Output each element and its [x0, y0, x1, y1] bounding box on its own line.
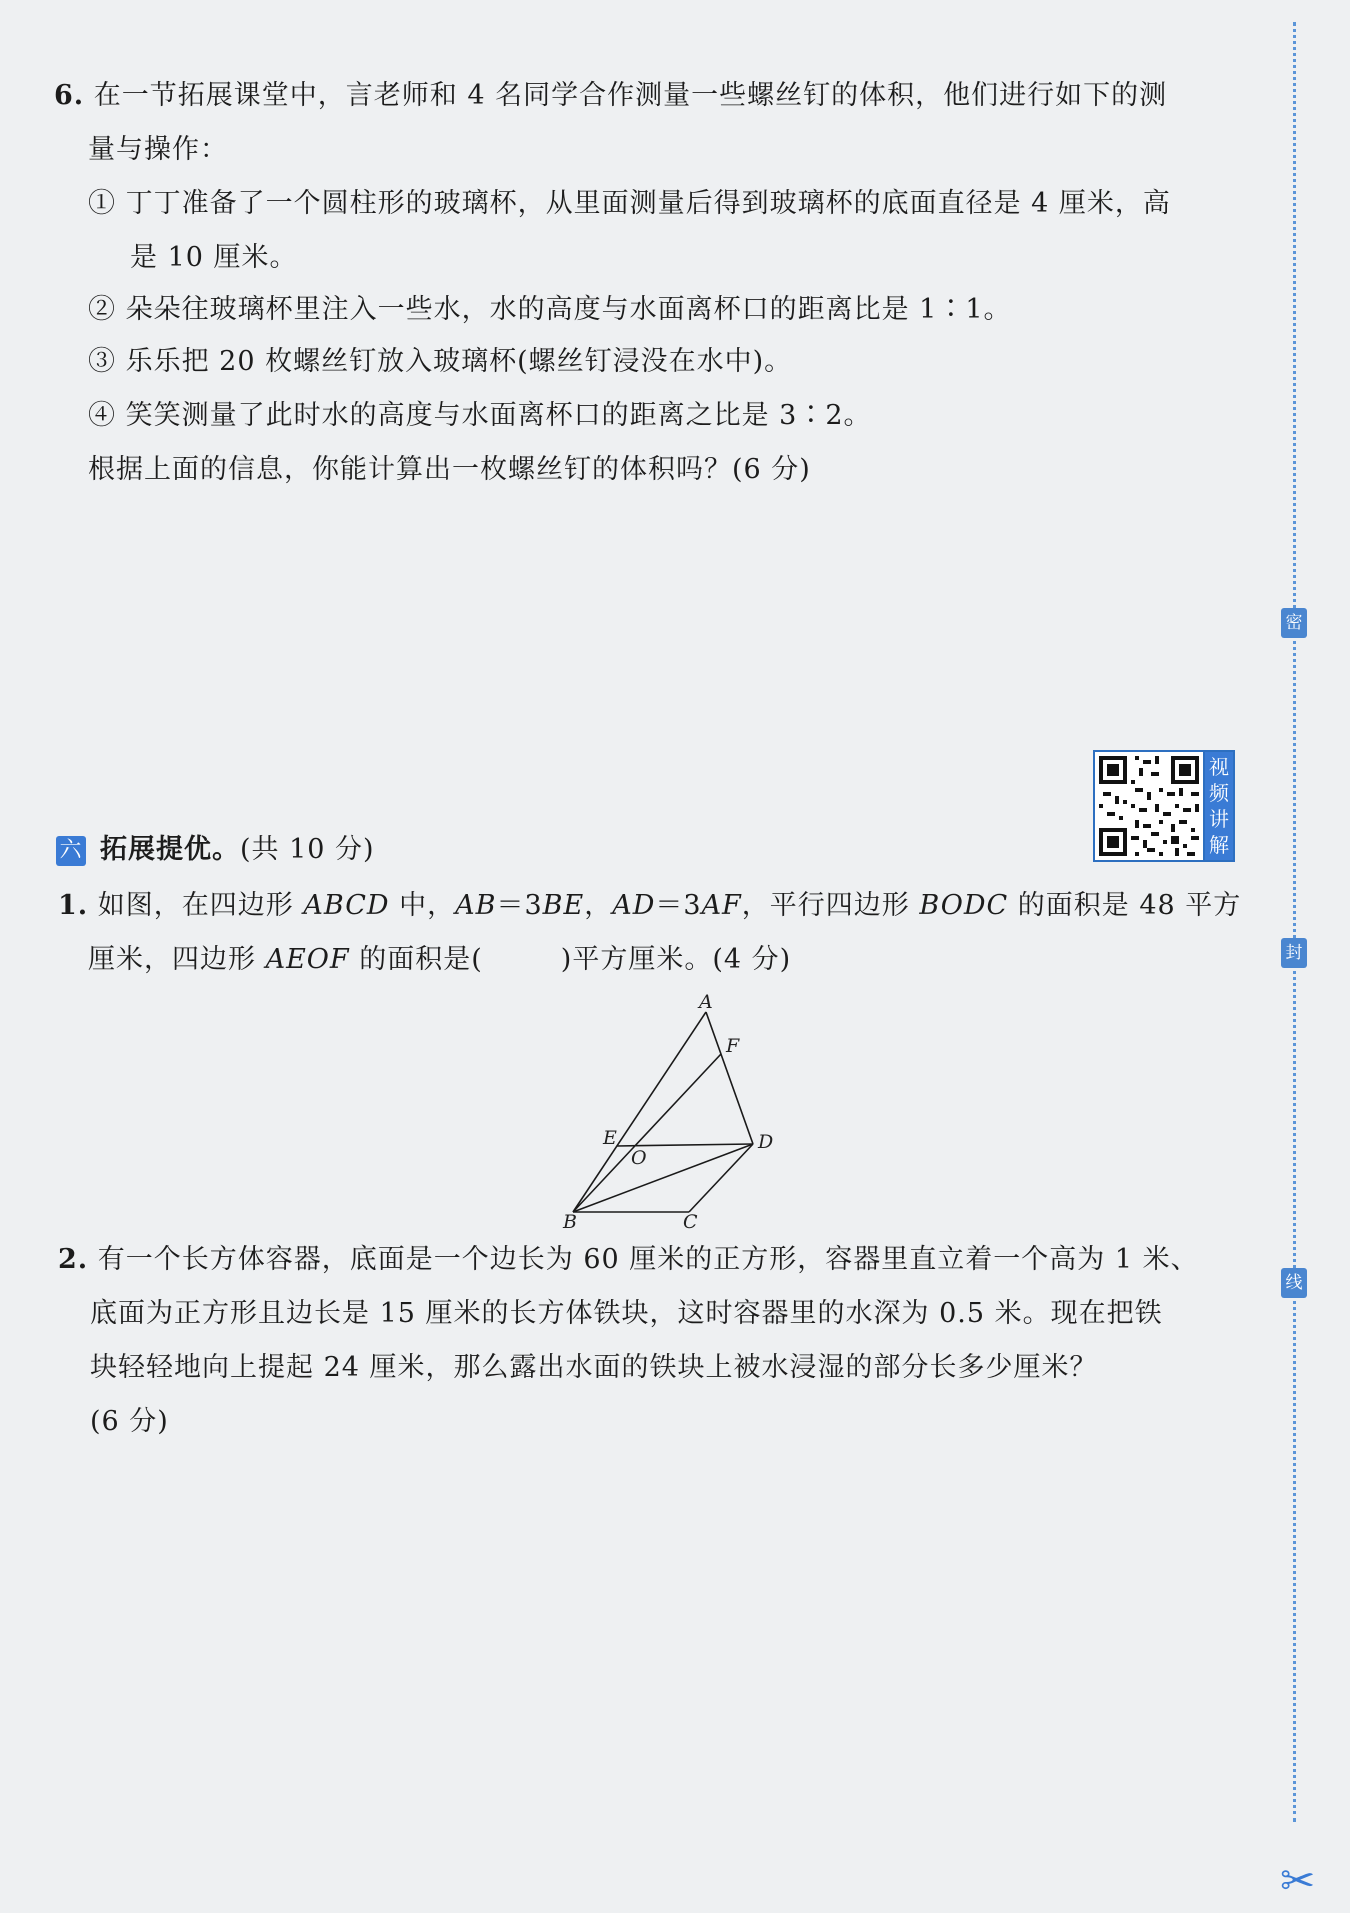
s6q2-line2: 底面为正方形且边长是 15 厘米的长方体铁块，这时容器里的水深为 0.5 米。现在把铁: [90, 1298, 1163, 1329]
qr-pattern: [1095, 752, 1203, 860]
binding-dotted-line: [1293, 22, 1296, 1822]
label-D: D: [758, 1131, 774, 1153]
section-score: (共 10 分): [240, 834, 375, 865]
segment-BF: [573, 1054, 721, 1212]
q6-step1-line1: ① 丁丁准备了一个圆柱形的玻璃杯，从里面测量后得到玻璃杯的底面直径是 4 厘米，高: [88, 188, 1171, 219]
label-E: E: [603, 1127, 617, 1149]
q6-number: 6.: [54, 80, 85, 111]
qr-label-char-4: 解: [1209, 833, 1229, 857]
label-F: F: [726, 1035, 740, 1057]
segment-DC: [689, 1144, 753, 1212]
label-B: B: [563, 1211, 577, 1232]
s6q2-line1: [58, 1242, 1199, 1278]
section-header: [56, 832, 375, 868]
s6q1-text: 厘米，四边形: [88, 944, 266, 975]
binding-tag-3: 线: [1281, 1268, 1307, 1298]
qr-label-char-1: 视: [1209, 755, 1229, 779]
s6q1-line1: [58, 888, 1241, 924]
scissors-icon: ✂: [1280, 1856, 1316, 1905]
q6-step2: ② 朵朵往玻璃杯里注入一些水，水的高度与水面离杯口的距离比是 1∶1。: [88, 294, 1012, 325]
s6q1-text: 的面积是 48 平方: [1008, 890, 1242, 921]
qr-label-char-3: 讲: [1209, 807, 1229, 831]
q6-step1-line2: 是 10 厘米。: [130, 242, 298, 273]
s6q2-line4: (6 分): [90, 1406, 169, 1437]
s6q1-line2: [88, 942, 791, 978]
section-title: 拓展提优。: [100, 834, 240, 865]
q6-step4: ④ 笑笑测量了此时水的高度与水面离杯口的距离之比是 3∶2。: [88, 400, 872, 431]
s6q2-text-1: 有一个长方体容器，底面是一个边长为 60 厘米的正方形，容器里直立着一个高为 1 米、: [97, 1244, 1199, 1275]
s6q1-var: AB: [455, 890, 497, 921]
s6q1-text: 如图，在四边形: [97, 890, 304, 921]
label-O: O: [631, 1147, 647, 1169]
binding-tag-1: 密: [1281, 608, 1307, 638]
q6-text-1: 在一节拓展课堂中，言老师和 4 名同学合作测量一些螺丝钉的体积，他们进行如下的测: [93, 80, 1168, 111]
s6q1-text: ＝3: [655, 890, 702, 921]
segment-AD: [706, 1012, 753, 1144]
s6q2-number: 2.: [58, 1244, 89, 1275]
s6q2-line3: 块轻轻地向上提起 24 厘米，那么露出水面的铁块上被水浸湿的部分长多少厘米？: [90, 1352, 1098, 1383]
binding-tag-2: 封: [1281, 938, 1307, 968]
s6q1-text: ，: [584, 890, 613, 921]
q6-line2: 量与操作：: [88, 134, 228, 165]
q6-question: 根据上面的信息，你能计算出一枚螺丝钉的体积吗？(6 分): [88, 454, 811, 485]
segment-BD: [573, 1144, 753, 1212]
segment-AB: [573, 1012, 706, 1212]
s6q1-text: ＝3: [496, 890, 543, 921]
s6q1-var: AD: [612, 890, 656, 921]
s6q1-var: BE: [542, 890, 585, 921]
s6q1-var: ABCD: [303, 890, 390, 921]
section-badge: 六: [56, 836, 86, 866]
quadrilateral-figure: [555, 992, 785, 1232]
qr-label-char-2: 频: [1209, 781, 1229, 805]
s6q1-text: 中，: [389, 890, 456, 921]
label-C: C: [683, 1211, 698, 1232]
qr-code[interactable]: [1093, 750, 1205, 862]
label-A: A: [699, 992, 713, 1013]
s6q1-var: AF: [701, 890, 742, 921]
s6q1-text: )平方厘米。(4 分): [560, 944, 792, 975]
s6q1-text: ，平行四边形: [741, 890, 920, 921]
s6q1-text: 的面积是(: [349, 944, 483, 975]
q6-line1: [54, 78, 1167, 114]
s6q1-var: BODC: [919, 890, 1009, 921]
s6q1-var: AEOF: [265, 944, 350, 975]
video-explain-label[interactable]: [1203, 750, 1235, 862]
q6-step3: ③ 乐乐把 20 枚螺丝钉放入玻璃杯(螺丝钉浸没在水中)。: [88, 346, 793, 377]
s6q1-number: 1.: [58, 890, 89, 921]
